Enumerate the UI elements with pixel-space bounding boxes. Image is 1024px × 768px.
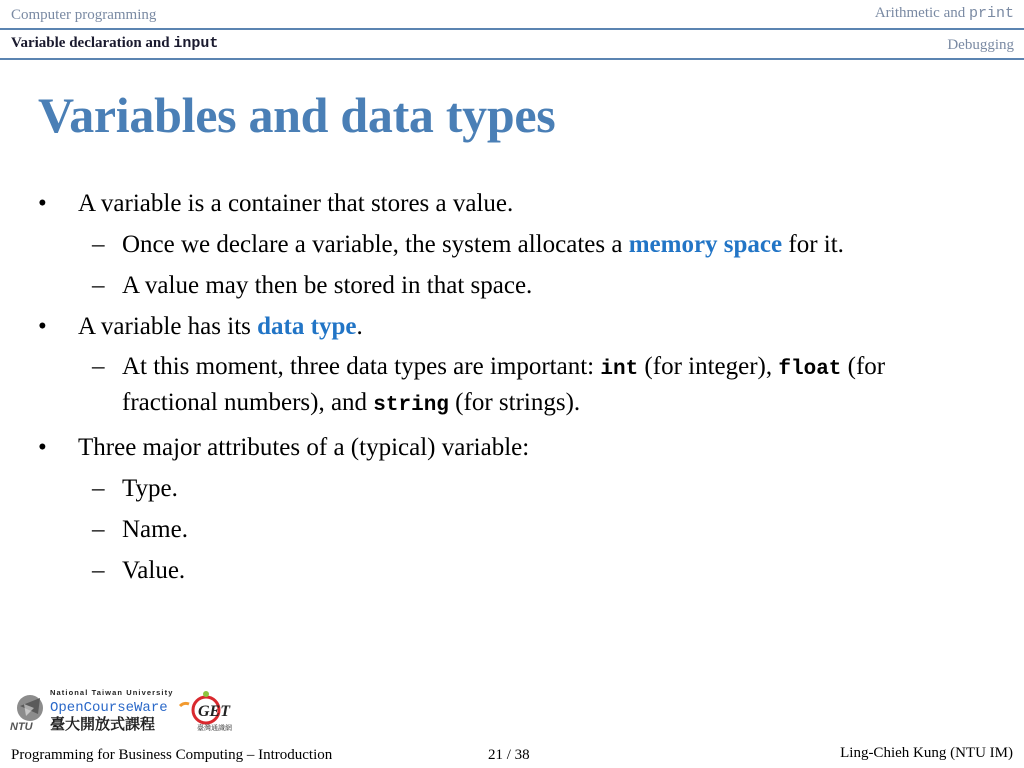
bullet-3-sub-2 [0,509,1024,550]
ocw-get-logo [8,686,258,734]
footer-page-number: 21 / 38 [488,747,530,763]
sub-text: (for strings). [448,389,581,416]
sub-text: Value. [122,557,186,584]
dash-marker: – [92,557,105,584]
bullet-1-sub-1 [0,224,1024,265]
code-int: int [600,358,639,381]
bullet-marker: • [38,313,47,340]
sub-text: (for integer), [638,353,779,380]
sub-text: Name. [122,516,188,543]
highlight-memory-space: memory space [628,231,783,258]
bullet-3-sub-3 [0,550,1024,591]
header-rule-bottom [0,58,1024,60]
ntu-abbr-text: NTU [10,721,33,733]
header-subsection-text: Variable declaration and [11,35,174,51]
sub-text: A value may then be stored in that space. [122,272,533,299]
get-logo-icon [180,691,232,732]
sub-text: for it. [782,231,844,258]
dash-marker: – [92,353,105,380]
header-subsection-code: input [173,35,219,52]
footer-author: Ling-Chieh Kung (NTU IM) [840,745,1013,761]
code-string: string [373,394,449,417]
footer-bar [0,744,1024,768]
dash-marker: – [92,516,105,543]
highlight-data-type: data type [257,313,357,340]
code-float: float [778,358,842,381]
header-section-text: Arithmetic and [874,5,969,21]
ocw-text: OpenCourseWare [50,700,168,716]
header-top-bar [0,0,1024,28]
ocw-chinese-text: 臺大開放式課程 [50,715,156,733]
ntu-name-text: National Taiwan University [50,688,174,697]
slide-title: Variables and data types [38,87,556,143]
dash-marker: – [92,475,105,502]
bullet-3 [0,427,1024,468]
header-section-link[interactable] [875,5,1014,22]
bullet-3-sub-1 [0,468,1024,509]
get-chinese-text: 臺灣通識網 [197,724,232,732]
bullet-marker: • [38,434,47,461]
bullet-2 [0,306,1024,347]
bullet-1 [0,183,1024,224]
ntu-emblem-icon [10,695,43,733]
bullet-2-text: . [356,313,363,340]
bullet-marker: • [38,190,47,217]
bullet-2-text: A variable has its [78,313,258,340]
bullet-1-text: A variable is a container that stores a value. [78,190,514,217]
dash-marker: – [92,272,105,299]
header-course-link[interactable]: Computer programming [11,7,157,23]
dash-marker: – [92,231,105,258]
header-next-section-link[interactable]: Debugging [947,37,1014,53]
header-subsection-link[interactable] [11,35,218,52]
slide-content [0,183,1024,591]
footer-course-title: Programming for Business Computing – Introduction [11,747,333,763]
sub-text: Type. [122,475,178,502]
bullet-2-sub-1 [0,347,1024,427]
sub-text: At this moment, three data types are important: [122,353,601,380]
bullet-1-sub-2 [0,265,1024,306]
header-section-code: print [968,5,1014,22]
get-text: GET [198,703,230,720]
header-rule-top [0,28,1024,30]
sub-text: Once we declare a variable, the system allocates a [122,231,629,258]
bullet-3-text: Three major attributes of a (typical) variable: [78,434,530,461]
sub-text: (for fractional numbers), and [122,353,886,416]
